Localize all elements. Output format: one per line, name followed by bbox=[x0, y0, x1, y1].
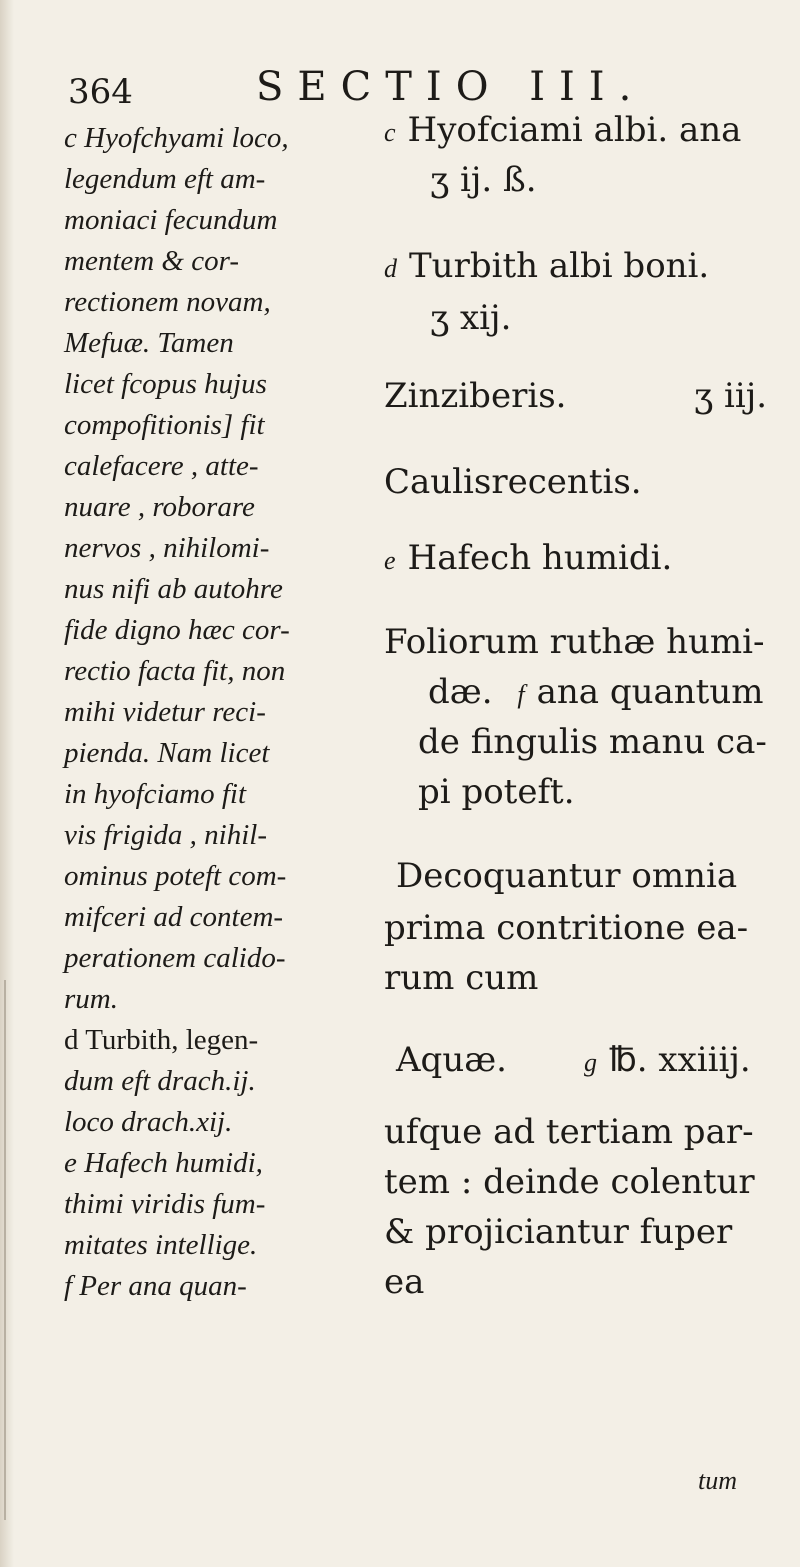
section-title: SECTIO III. bbox=[256, 64, 646, 110]
footnote-line: rectionem novam, bbox=[64, 286, 271, 318]
footnote-line: rum. bbox=[64, 983, 118, 1015]
recipe-line bbox=[384, 1112, 754, 1152]
footnote-line: thimi viridis fum- bbox=[64, 1188, 266, 1220]
recipe-text: dæ. bbox=[428, 672, 493, 712]
recipe-text: prima contritione ea- bbox=[384, 908, 749, 948]
footnote-line: nervos , nihilomi- bbox=[64, 532, 270, 564]
page-gutter bbox=[0, 0, 14, 1567]
recipe-line bbox=[396, 856, 737, 896]
footnote-line: mentem & cor- bbox=[64, 245, 239, 277]
catchword: tum bbox=[698, 1466, 737, 1495]
recipe-line bbox=[384, 246, 709, 286]
recipe-line bbox=[396, 1040, 507, 1080]
footnote-line: nuare , roborare bbox=[64, 491, 255, 523]
footnote-line: nus nifi ab autohre bbox=[64, 573, 283, 605]
recipe-text: Caulisrecentis. bbox=[384, 462, 642, 502]
footnotes-column bbox=[64, 118, 364, 1307]
recipe-text: ufque ad tertiam par- bbox=[384, 1112, 754, 1152]
recipe-text: de fingulis manu ca- bbox=[418, 722, 767, 762]
footnote-line: licet fcopus hujus bbox=[64, 368, 267, 400]
recipe-text: ea bbox=[384, 1262, 425, 1302]
recipe-text: rum cum bbox=[384, 958, 539, 998]
footnote-line: moniaci fecundum bbox=[64, 204, 278, 236]
footnote-line: f Per ana quan- bbox=[64, 1270, 247, 1302]
recipe-text: ana quantum bbox=[536, 672, 764, 712]
page-number: 364 bbox=[68, 72, 133, 112]
footnote-line: vis frigida , nihil- bbox=[64, 819, 267, 851]
recipe-line bbox=[384, 1262, 424, 1302]
recipe-line bbox=[384, 462, 642, 502]
recipe-line bbox=[384, 1212, 732, 1252]
recipe-line bbox=[384, 110, 741, 150]
footnote-line: Mefuæ. Tamen bbox=[64, 327, 234, 359]
recipe-text: tem : deinde colentur bbox=[384, 1162, 755, 1202]
note-marker: f bbox=[517, 680, 525, 709]
footnote-line: compofitionis] fit bbox=[64, 409, 265, 441]
footnote-line: ominus poteft com- bbox=[64, 860, 287, 892]
footnote-line: fide digno hæc cor- bbox=[64, 614, 290, 646]
note-marker: g bbox=[584, 1048, 597, 1077]
recipe-line bbox=[384, 538, 672, 578]
recipe-text: Zinziberis. bbox=[384, 376, 567, 416]
recipe-line bbox=[384, 958, 538, 998]
recipe-text: ʒ ij. ß. bbox=[430, 160, 537, 200]
footnote-line: mitates intellige. bbox=[64, 1229, 258, 1261]
recipe-text: & projiciantur fuper bbox=[384, 1212, 733, 1252]
recipe-text: Foliorum ruthæ humi- bbox=[384, 622, 765, 662]
footnote-line: c Hyofchyami loco, bbox=[64, 122, 289, 154]
recipe-line bbox=[384, 622, 765, 662]
recipe-line bbox=[430, 160, 537, 200]
recipe-text: ʒ xij. bbox=[430, 298, 512, 338]
recipe-line bbox=[384, 908, 748, 948]
footnote-line: rectio facta fit, non bbox=[64, 655, 286, 687]
recipe-text: pi poteft. bbox=[418, 772, 575, 812]
recipe-text: Hyofciami albi. ana bbox=[407, 110, 742, 150]
footnote-line: in hyofciamo fit bbox=[64, 778, 247, 810]
recipe-line bbox=[384, 1162, 755, 1202]
recipe-text: Hafech humidi. bbox=[407, 538, 673, 578]
footnote-line: mifceri ad contem- bbox=[64, 901, 284, 933]
recipe-line bbox=[384, 376, 566, 416]
footnote-line: e Hafech humidi, bbox=[64, 1147, 263, 1179]
recipe-line bbox=[584, 1040, 751, 1080]
recipe-quantity: ʒ iij. bbox=[694, 376, 768, 416]
recipe-line bbox=[418, 772, 575, 812]
recipe-text: Decoquantur omnia bbox=[396, 856, 738, 896]
footnote-line: pienda. Nam licet bbox=[64, 737, 270, 769]
page-edge-line bbox=[4, 980, 6, 1520]
note-marker: c bbox=[384, 118, 396, 147]
note-marker: e bbox=[384, 546, 396, 575]
recipe-line bbox=[428, 672, 763, 712]
footnote-line: mihi videtur reci- bbox=[64, 696, 266, 728]
footnote-line: loco drach.xij. bbox=[64, 1106, 233, 1138]
footnote-line: dum eft drach.ij. bbox=[64, 1065, 256, 1097]
recipe-line bbox=[430, 298, 511, 338]
footnote-line: d Turbith, legen- bbox=[64, 1024, 259, 1056]
recipe-line bbox=[418, 722, 767, 762]
note-marker: d bbox=[384, 254, 397, 283]
recipe-text: ℔. xxiiij. bbox=[609, 1040, 751, 1080]
footnote-line: calefacere , atte- bbox=[64, 450, 259, 482]
footnote-line: legendum eft am- bbox=[64, 163, 266, 195]
footnote-line: perationem calido- bbox=[64, 942, 286, 974]
recipe-text: Aquæ. bbox=[396, 1040, 507, 1080]
recipe-text: Turbith albi boni. bbox=[409, 246, 710, 286]
